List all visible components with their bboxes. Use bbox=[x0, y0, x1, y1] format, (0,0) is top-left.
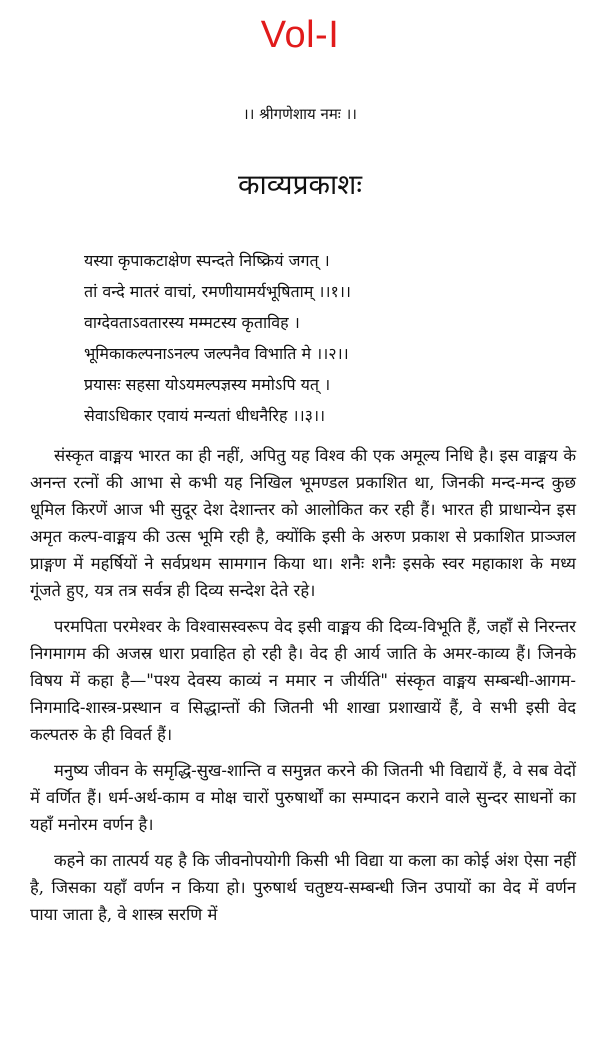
verse-line: सेवाऽधिकार एवायं मन्यतां धीधनैरिह ।।३।। bbox=[84, 406, 326, 425]
verse-line: यस्या कृपाकटाक्षेण स्पन्दते निष्क्रियं जगत् । bbox=[84, 251, 330, 270]
volume-label: Vol-I bbox=[260, 14, 340, 56]
paragraph: परमपिता परमेश्वर के विश्वासस्वरूप वेद इसी वाङ्मय की दिव्य-विभूति हैं, जहाँ से निरन्तर निगमागम की अजस्र धारा प्रवाहित हो रही है। वेद ही आर्य जाति के अमर-काव्य हैं। जिनके विषय में कहा है—"पश्य देवस्य काव्यं न ममार न जीर्यति" संस्कृत वाङ्मय सम्बन्धी-आगम-निगमादि-शास्त्र-प्रस्थान व सिद्धान्तों की जितनी भी शाखा प्रशाखायें हैं, वे सभी इसी वेद कल्पतरु के ही विवर्त हैं। bbox=[30, 617, 576, 744]
invocation-line: ।। श्रीगणेशाय नमः ।। bbox=[243, 105, 357, 123]
paragraph: संस्कृत वाङ्मय भारत का ही नहीं, अपितु यह विश्व की एक अमूल्य निधि है। इस वाङ्मय के अनन्त रत्नों की आभा से कभी यह निखिल भूमण्डल प्रकाशित था, जिनकी मन्द-मन्द कुछ धूमिल किरणें आज भी सुदूर देश देशान्तर को आलोकित कर रही हैं। भारत ही प्राधान्येन इस अमृत कल्प-वाङ्मय की उत्स भूमि रही है, क्योंकि इसी के अरुण प्रकाश से प्रकाशित प्राञ्जल प्राङ्गण में महर्षियों ने सर्वप्रथम सामगान किया था। शनैः शनैः इसके स्वर महाकाश के मध्य गूंजते हुए, यत्र तत्र सर्वत्र ही दिव्य सन्देश देते रहे। bbox=[30, 446, 576, 600]
verse-line: तां वन्दे मातरं वाचां, रमणीयामर्यभूषिताम् ।।१।। bbox=[84, 282, 351, 301]
body-text bbox=[30, 442, 576, 937]
verse-block bbox=[84, 245, 524, 431]
paragraph: कहने का तात्पर्य यह है कि जीवनोपयोगी किसी भी विद्या या कला का कोई अंश ऐसा नहीं है, जिसका यहाँ वर्णन न किया हो। पुरुषार्थ चतुष्टय-सम्बन्धी जिन उपायों का वेद में वर्णन पाया जाता है, वे शास्त्र सरणि में bbox=[30, 851, 576, 924]
verse-line: प्रयासः सहसा योऽयमल्पज्ञस्य ममोऽपि यत् । bbox=[84, 375, 331, 394]
paragraph: मनुष्य जीवन के समृद्धि-सुख-शान्ति व समुन्नत करने की जितनी भी विद्यायें हैं, वे सब वेदों में वर्णित हैं। धर्म-अर्थ-काम व मोक्ष चारों पुरुषार्थों का सम्पादन कराने वाले सुन्दर साधनों का यहाँ मनोरम वर्णन है। bbox=[30, 761, 576, 834]
verse-line: वाग्देवताऽवतारस्य मम्मटस्य कृताविह । bbox=[84, 313, 300, 332]
verse-line: भूमिकाकल्पनाऽनल्प जल्पनैव विभाति मे ।।२।। bbox=[84, 344, 349, 363]
page-title: काव्यप्रकाशः bbox=[238, 168, 362, 201]
